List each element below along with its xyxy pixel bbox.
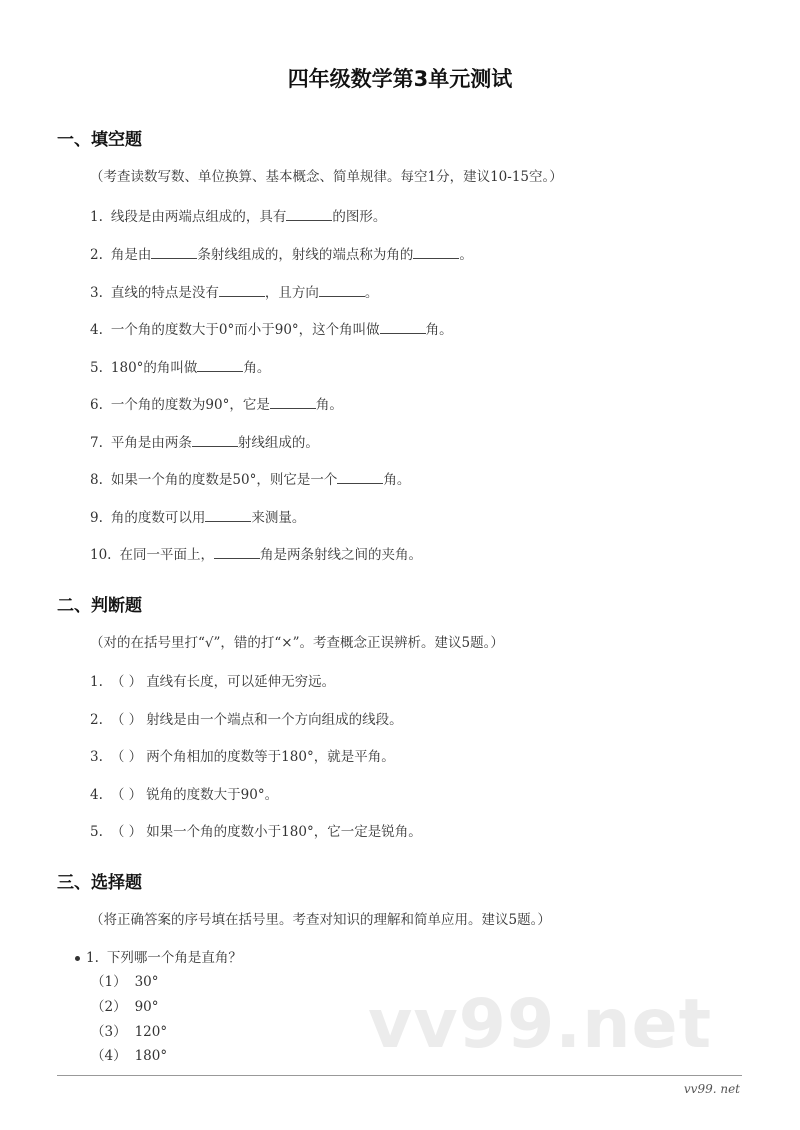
question-text: 直线的特点是没有: [110, 285, 219, 301]
question-item: [90, 318, 453, 338]
question-number: 4.: [90, 787, 103, 803]
question-number: 6.: [90, 397, 103, 413]
question-text: 条射线组成的，射线的端点称为角的: [197, 247, 414, 263]
question-text: 两个角相加的度数等于180°，就是平角。: [146, 749, 395, 765]
question-item: [90, 281, 378, 301]
question-text: 直线有长度，可以延伸无穷远。: [146, 674, 336, 690]
question-item: [90, 243, 473, 263]
question-number: 1.: [86, 950, 99, 966]
question-text: 在同一平面上，: [119, 547, 214, 563]
question-text: 如果一个角的度数小于180°，它一定是锐角。: [146, 824, 422, 840]
question-number: 1.: [90, 674, 103, 690]
question-number: 10.: [90, 547, 112, 563]
section-note: （考查读数写数、单位换算、基本概念、简单规律。每空1分，建议10-15空。）: [90, 169, 563, 185]
choice-option[interactable]: [91, 970, 159, 990]
question-text: 角。: [425, 322, 453, 338]
question-number: 8.: [90, 472, 103, 488]
answer-blank[interactable]: [286, 208, 332, 221]
question-text: 射线组成的。: [237, 435, 319, 451]
answer-blank[interactable]: [219, 284, 265, 297]
question-text: 角。: [383, 472, 411, 488]
answer-blank[interactable]: [380, 321, 426, 334]
question-number: 2.: [90, 247, 103, 263]
option-number: （4）: [91, 1048, 127, 1064]
question-item: [90, 356, 270, 376]
answer-blank[interactable]: [151, 246, 197, 259]
question-item: [90, 543, 422, 563]
answer-blank[interactable]: [205, 509, 251, 522]
option-text: 30°: [134, 974, 159, 990]
question-number: 9.: [90, 510, 103, 526]
question-item: [90, 468, 410, 488]
choice-option[interactable]: [91, 1020, 167, 1040]
choice-option[interactable]: [91, 1044, 167, 1064]
option-number: （3）: [91, 1024, 127, 1040]
question-text: 下列哪一个角是直角？: [106, 950, 242, 966]
question-number: 7.: [90, 435, 103, 451]
question-text: 。: [459, 247, 473, 263]
answer-parentheses[interactable]: （ ）: [110, 787, 143, 803]
section-heading-true-false: 二、判断题: [57, 596, 142, 616]
question-text: 一个角的度数为90°，它是: [110, 397, 270, 413]
question-item: [90, 205, 386, 225]
question-item: [90, 783, 278, 803]
footer-divider: [57, 1075, 742, 1076]
question-item: [90, 506, 305, 526]
question-number: 5.: [90, 824, 103, 840]
answer-blank[interactable]: [337, 471, 383, 484]
section-note: （将正确答案的序号填在括号里。考查对知识的理解和简单应用。建议5题。）: [90, 912, 551, 928]
section-heading-multiple-choice: 三、选择题: [57, 873, 142, 893]
option-text: 180°: [134, 1048, 168, 1064]
question-text: 锐角的度数大于90°。: [146, 787, 279, 803]
option-number: （1）: [91, 974, 127, 990]
question-text: 角。: [243, 360, 271, 376]
answer-parentheses[interactable]: （ ）: [110, 824, 143, 840]
question-number: 3.: [90, 749, 103, 765]
question-number: 1.: [90, 209, 103, 225]
question-text: 。: [364, 285, 379, 301]
answer-parentheses[interactable]: （ ）: [110, 749, 143, 765]
question-text: 的图形。: [332, 209, 387, 225]
watermark: vv99.net: [368, 985, 713, 1064]
answer-blank[interactable]: [270, 396, 316, 409]
question-number: 4.: [90, 322, 103, 338]
question-number: 3.: [90, 285, 103, 301]
answer-blank[interactable]: [413, 246, 459, 259]
question-item: [90, 820, 422, 840]
question-text: 平角是由两条: [110, 435, 192, 451]
question-number: 2.: [90, 712, 103, 728]
question-text: 来测量。: [251, 510, 306, 526]
choice-option[interactable]: [91, 995, 159, 1015]
question-text: 如果一个角的度数是50°，则它是一个: [110, 472, 338, 488]
answer-blank[interactable]: [319, 284, 365, 297]
question-text: 角。: [315, 397, 343, 413]
answer-parentheses[interactable]: （ ）: [110, 674, 143, 690]
question-text: 一个角的度数大于0°而小于90°，这个角叫做: [110, 322, 380, 338]
bullet-icon: [75, 956, 80, 961]
question-text: ，且方向: [264, 285, 319, 301]
question-text: 线段是由两端点组成的，具有: [110, 209, 287, 225]
answer-parentheses[interactable]: （ ）: [110, 712, 143, 728]
question-item: [90, 745, 395, 765]
section-heading-fill-blank: 一、填空题: [57, 130, 142, 150]
question-item: [90, 708, 403, 728]
option-number: （2）: [91, 999, 127, 1015]
section-note: （对的在括号里打“√”，错的打“×”。考查概念正误辨析。建议5题。）: [90, 635, 504, 651]
question-item: [90, 393, 343, 413]
answer-blank[interactable]: [192, 434, 238, 447]
option-text: 120°: [134, 1024, 168, 1040]
footer-source: vv99. net: [683, 1082, 740, 1096]
answer-blank[interactable]: [214, 546, 260, 559]
question-item: [90, 670, 335, 690]
question-item: [90, 431, 319, 451]
question-number: 5.: [90, 360, 103, 376]
option-text: 90°: [134, 999, 159, 1015]
question-item: [75, 946, 242, 966]
question-text: 射线是由一个端点和一个方向组成的线段。: [146, 712, 403, 728]
question-text: 角的度数可以用: [110, 510, 206, 526]
question-text: 角是两条射线之间的夹角。: [259, 547, 422, 563]
question-text: 180°的角叫做: [110, 360, 198, 376]
answer-blank[interactable]: [197, 359, 243, 372]
question-text: 角是由: [110, 247, 152, 263]
page-title: 四年级数学第3单元测试: [287, 67, 513, 91]
